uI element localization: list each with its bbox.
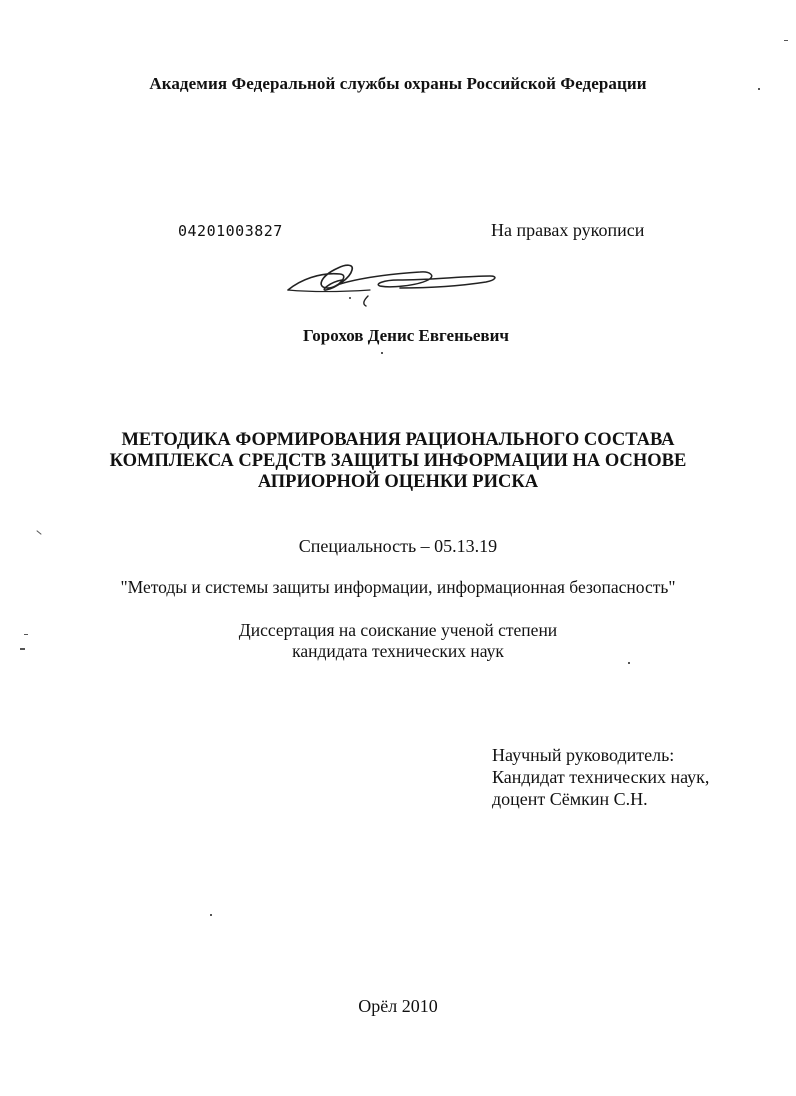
dissertation-title	[0, 430, 796, 493]
supervisor-block	[492, 744, 709, 810]
scan-speck	[628, 662, 630, 664]
degree-line-1: Диссертация на соискание ученой степени	[238, 620, 558, 640]
supervisor-degree: Кандидат технических наук,	[492, 767, 710, 787]
title-line-1: МЕТОДИКА ФОРМИРОВАНИЯ РАЦИОНАЛЬНОГО СОСТАВА	[121, 430, 675, 450]
supervisor-name: доцент Сёмкин С.Н.	[492, 789, 648, 809]
rights-notice: На правах рукописи	[491, 220, 645, 240]
degree-statement	[0, 620, 796, 662]
title-line-2: КОМПЛЕКСА СРЕДСТВ ЗАЩИТЫ ИНФОРМАЦИИ НА ОСНОВЕ	[109, 451, 687, 471]
author-signature	[280, 258, 510, 308]
author-name: Горохов Денис Евгеньевич	[302, 326, 509, 345]
scan-speck	[20, 648, 25, 650]
supervisor-label: Научный руководитель:	[492, 745, 675, 765]
title-line-3: АПРИОРНОЙ ОЦЕНКИ РИСКА	[257, 472, 539, 492]
scan-speck	[381, 352, 383, 354]
document-code: 04201003827	[178, 222, 283, 240]
city-year: Орёл 2010	[358, 996, 438, 1016]
specialty-code: Специальность – 05.13.19	[298, 536, 498, 556]
specialty-name: "Методы и системы защиты информации, информационная безопасность"	[120, 577, 676, 597]
scan-speck	[210, 914, 212, 916]
scan-speck	[24, 634, 28, 635]
scan-speck	[758, 88, 760, 90]
academy-header: Академия Федеральной службы охраны Российской Федерации	[149, 74, 647, 93]
scan-speck	[36, 530, 41, 535]
scan-speck	[784, 40, 788, 41]
degree-line-2: кандидата технических наук	[292, 641, 504, 661]
